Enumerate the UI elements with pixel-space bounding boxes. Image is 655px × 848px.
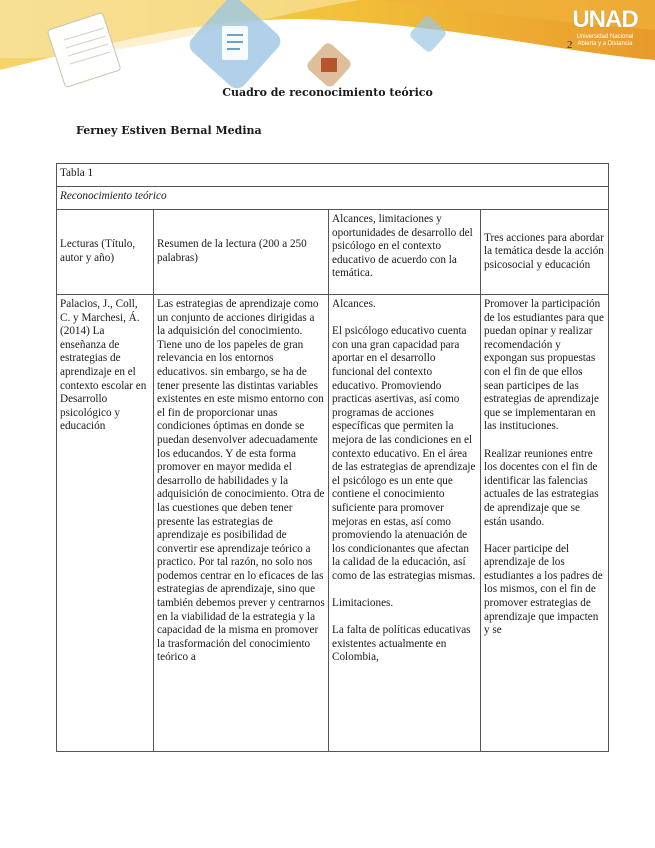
header-actions: Tres acciones para abordar la temática desde la acción psicosocial y educación: [481, 210, 609, 295]
header-scope: Alcances, limitaciones y oportunidades de desarrollo del psicólogo en el contexto educativo de acuerdo con la temática.: [329, 210, 481, 295]
cell-actions: Promover la participación de los estudiantes para que puedan opinar y realizar recomendación y expongan sus propuestas con el fin de que ellos sean participes de las estrategias de aprendizaje que se implementaran en las instituciones. Realizar reuniones entre los docentes con el fin de identificar las falencias actuales de las estrategias de aprendizaje que se están usando. Hacer participe del aprendizaje de los estudiantes a los padres de los mismos, con el fin de promover estrategias de aprendizaje que impacten y se: [481, 295, 609, 752]
cell-summary: Las estrategias de aprendizaje como un conjunto de acciones dirigidas a la adquisición del conocimiento. Tiene uno de los papeles de gran relevancia en los entornos educativos. sin embargo, se ha de tener presente las distintas variables existentes en este mismo entorno con el fin de proporcionar unas condiciones óptimas en donde se puedan desenvolver adecuadamente los educandos. Y de esta forma promover en mayor medida el desarrollo de habilidades y la adquisición de conocimiento. Otra de las cuestiones que deben tener presente las estrategias de aprendizaje es posibilidad de convertir ese aprendizaje teórico a practico. Por tal razón, no solo nos podemos centrar en lo eficaces de las estrategias de aprendizaje, sino que también debemos prever y centrarnos en la viabilidad de la estrategia y la capacidad de la misma en promover la trasformación del conocimiento teórico a: [154, 295, 329, 752]
unad-logo: [569, 6, 641, 48]
page-title: Cuadro de reconocimiento teórico: [222, 86, 433, 99]
table-row: [57, 295, 609, 752]
book-icon: [305, 41, 353, 89]
page-number: 2: [567, 39, 573, 51]
table-subtitle: Reconocimiento teórico: [57, 187, 609, 210]
logo-line-1: Universidad Nacional: [576, 34, 634, 40]
recognition-table: [56, 163, 609, 752]
header-banner: [0, 0, 655, 100]
cell-reading: Palacios, J., Coll, C. y Marchesi, Á. (2014) La enseñanza de estrategias de aprendizaje en el contexto escolar en Desarrollo psicológico y educación: [57, 295, 154, 752]
table-caption: Tabla 1: [57, 164, 609, 187]
header-readings: Lecturas (Título, autor y año): [57, 210, 154, 295]
table-header-row: [57, 210, 609, 295]
logo-name: UNAD: [572, 6, 638, 33]
logo-line-2: Abierta y a Distancia: [577, 41, 633, 47]
banner-artwork: [0, 0, 655, 100]
header-summary: Resumen de la lectura (200 a 250 palabras): [154, 210, 329, 295]
cell-scope: Alcances. El psicólogo educativo cuenta con una gran capacidad para aportar en el desarrollo funcional del contexto educativo. Promoviendo practicas asertivas, así como programas de acciones específicas que permiten la mejora de las condiciones en el contexto educativo. En el área de las estrategias de aprendizaje el psicólogo es un ente que contiene el conocimiento suficiente para promover mejoras en estas, así como promoviendo la atenuación de los condicionantes que afectan la calidad de la educación, así como de las estrategias mismas. Limitaciones. La falta de políticas educativas existentes actualmente en Colombia,: [329, 295, 481, 752]
author-name: Ferney Estiven Bernal Medina: [76, 124, 262, 137]
